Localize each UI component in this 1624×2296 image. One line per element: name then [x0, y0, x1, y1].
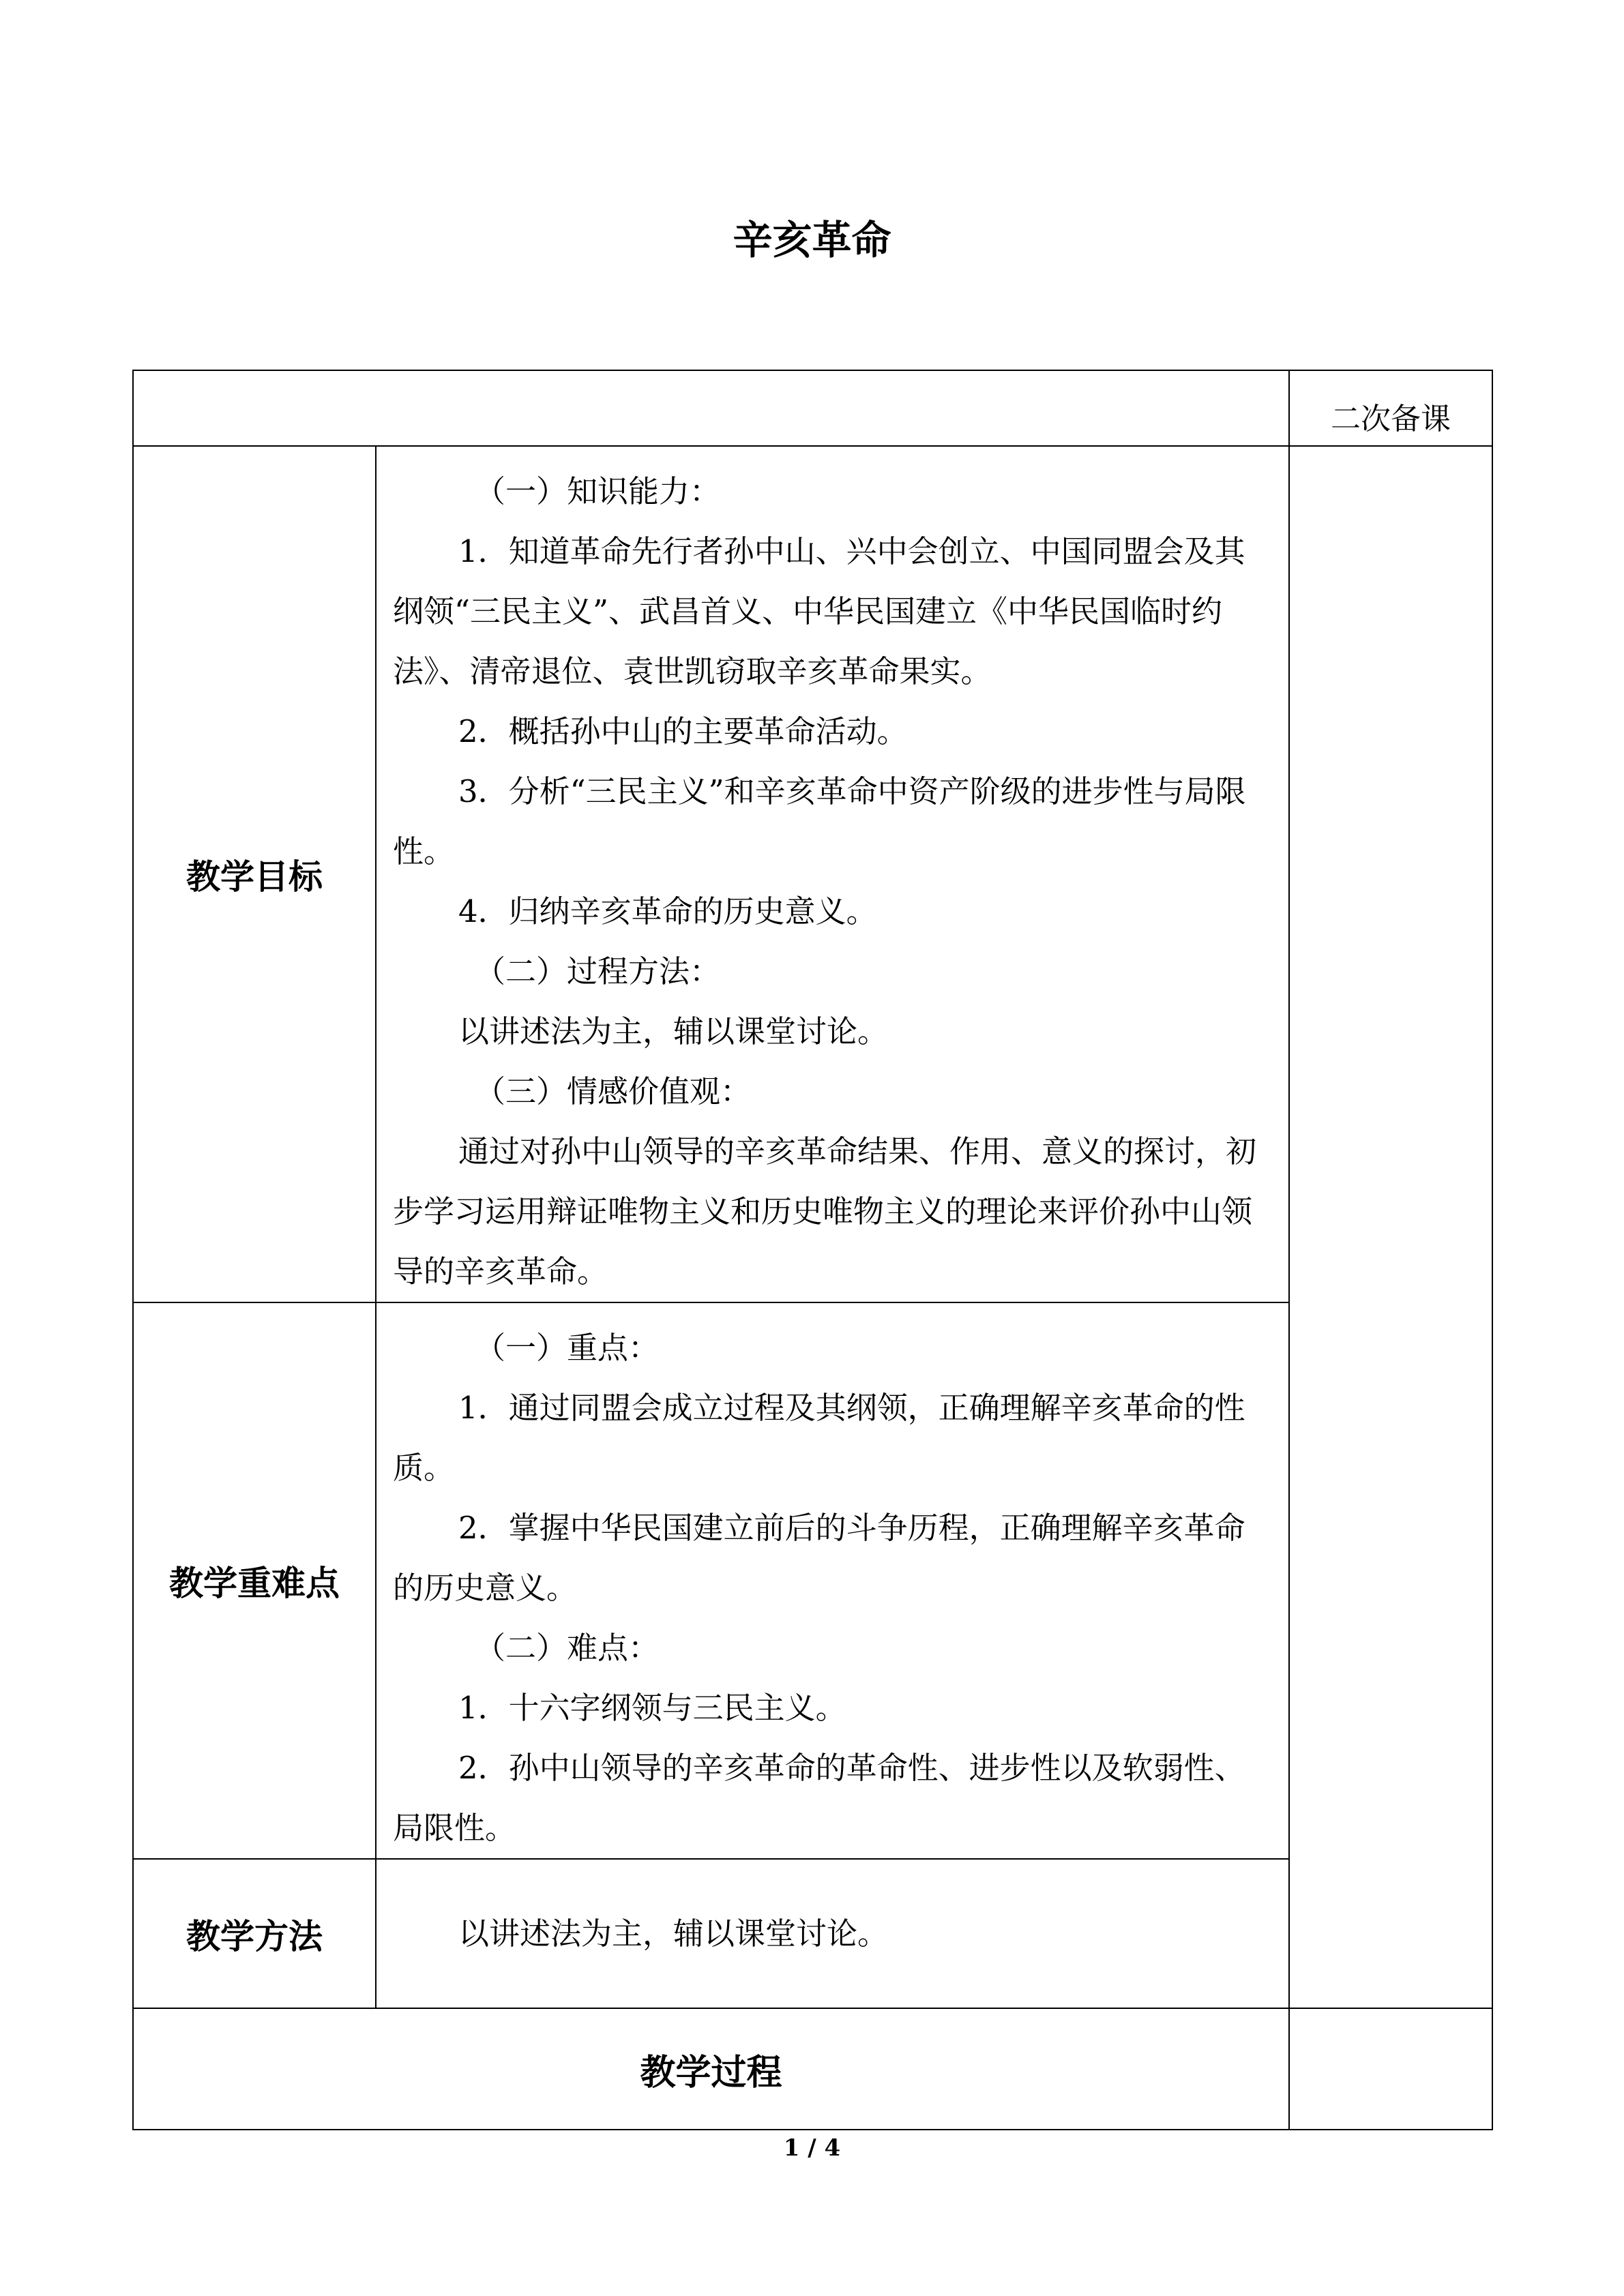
key-points-line: 2．掌握中华民国建立前后的斗争历程，正确理解辛亥革命的历史意义。	[393, 1510, 1245, 1606]
objectives-line: 以讲述法为主，辅以课堂讨论。	[458, 1013, 889, 1049]
key-points-label: 教学重难点	[133, 1302, 376, 1859]
objectives-line: 1．知道革命先行者孙中山、兴中会创立、中国同盟会及其纲领“三民主义”、武昌首义、中华民国建立《中华民国临时约法》、清帝退位、袁世凯窃取辛亥革命果实。	[393, 533, 1245, 689]
document-title: 辛亥革命	[733, 217, 891, 263]
method-content	[376, 1859, 1289, 2008]
objectives-content	[376, 446, 1289, 1302]
process-notes-cell	[1289, 2008, 1492, 2130]
key-points-line: 1．通过同盟会成立过程及其纲领，正确理解辛亥革命的性质。	[393, 1390, 1245, 1486]
objectives-line: 通过对孙中山领导的辛亥革命结果、作用、意义的探讨，初步学习运用辩证唯物主义和历史唯物主义的理论来评价孙中山领导的辛亥革命。	[393, 1133, 1257, 1289]
page-number: 1 / 4	[783, 2134, 841, 2162]
objectives-line: （二）过程方法：	[475, 953, 721, 989]
key-points-line: （一）重点：	[475, 1330, 660, 1366]
objectives-row	[133, 446, 1492, 1302]
key-points-row	[133, 1302, 1492, 1859]
process-heading: 教学过程	[133, 2008, 1289, 2130]
second-prep-notes-cell	[1289, 446, 1492, 2008]
objectives-line: 3．分析“三民主义”和辛亥革命中资产阶级的进步性与局限性。	[393, 773, 1246, 869]
objectives-line: （三）情感价值观：	[475, 1073, 752, 1109]
objectives-line: 2．概括孙中山的主要革命活动。	[458, 713, 908, 749]
key-points-line: （二）难点：	[475, 1630, 660, 1666]
objectives-line: （一）知识能力：	[475, 473, 721, 509]
header-row	[133, 370, 1492, 446]
header-blank-cell	[133, 370, 1289, 446]
second-prep-header: 二次备课	[1289, 370, 1492, 446]
process-row	[133, 2008, 1492, 2130]
objectives-label: 教学目标	[133, 446, 376, 1302]
objectives-line: 4．归纳辛亥革命的历史意义。	[458, 893, 877, 929]
method-row	[133, 1859, 1492, 2008]
lesson-plan-table	[132, 370, 1493, 2130]
key-points-content	[376, 1302, 1289, 1859]
key-points-line: 2．孙中山领导的辛亥革命的革命性、进步性以及软弱性、局限性。	[393, 1750, 1245, 1846]
method-text: 以讲述法为主，辅以课堂讨论。	[458, 1915, 889, 1952]
method-label: 教学方法	[133, 1859, 376, 2008]
key-points-line: 1．十六字纲领与三民主义。	[458, 1690, 846, 1726]
